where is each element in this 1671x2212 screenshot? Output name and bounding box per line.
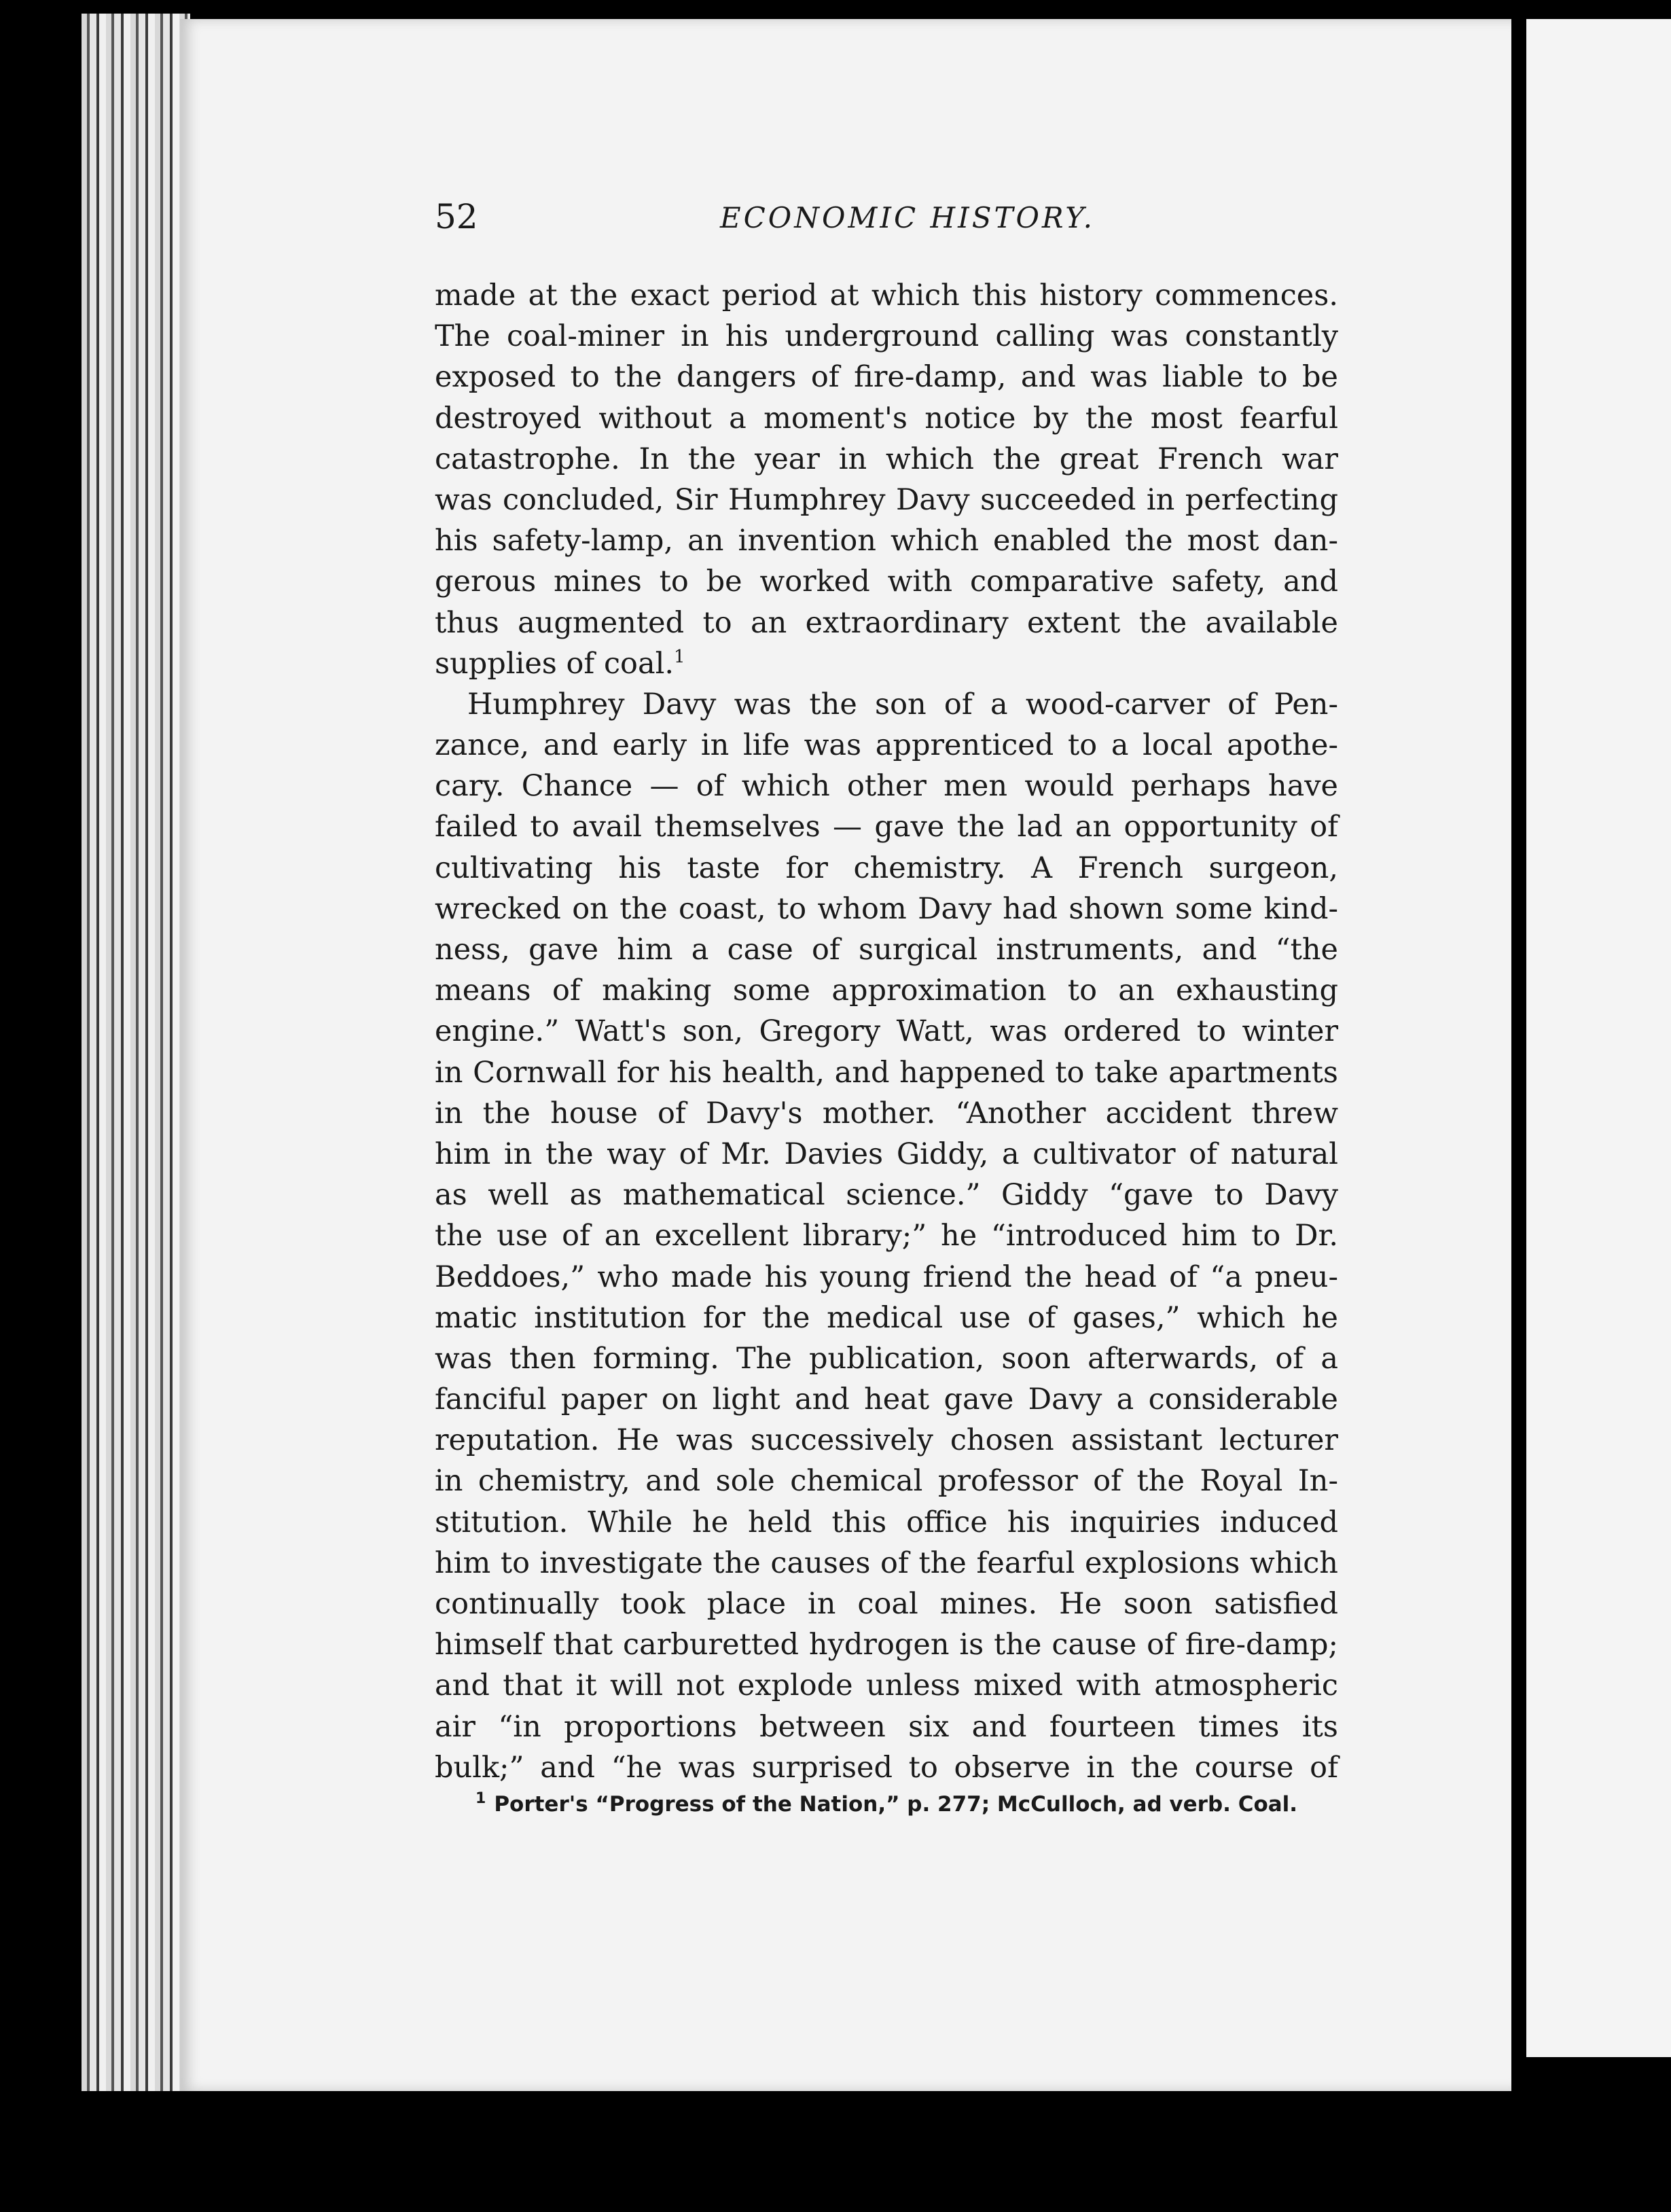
text-line: destroyed without a moment's notice by the most fearful (435, 401, 1338, 435)
footnote-reference: 1 (674, 646, 685, 667)
footnote-text: Porter's “Progress of the Nation,” p. 277; McCulloch, ad verb. Coal. (494, 1792, 1298, 1817)
text-line: him to investigate the causes of the fearful explosions which (435, 1546, 1338, 1580)
text-line: bulk;” and “he was surprised to observe in the course of (435, 1750, 1338, 1785)
text-line-last (435, 643, 1338, 684)
text-line: as well as mathematical science.” Giddy “gave to Davy (435, 1178, 1338, 1213)
page-number: 52 (435, 197, 478, 236)
running-head (435, 197, 1345, 245)
text-line: failed to avail themselves — gave the lad an opportunity of (435, 810, 1338, 844)
running-title: ECONOMIC HISTORY. (720, 201, 1095, 234)
text-line: was then forming. The publication, soon afterwards, of a (435, 1341, 1338, 1376)
text-line: means of making some approximation to an exhausting (435, 974, 1338, 1008)
text-line: air “in proportions between six and fourteen times its (435, 1709, 1338, 1744)
text-line: continually took place in coal mines. He soon satisfied (435, 1587, 1338, 1621)
scan-border-bottom (0, 2091, 1526, 2212)
text-line: The coal-miner in his underground calling was constantly (435, 319, 1338, 354)
text-line: catastrophe. In the year in which the great French war (435, 442, 1338, 476)
text-line: Humphrey Davy was the son of a wood-carver of Pen- (467, 687, 1338, 721)
text-line: fanciful paper on light and heat gave Davy a considerable (435, 1382, 1338, 1417)
text-line: him in the way of Mr. Davies Giddy, a cultivator of natural (435, 1137, 1338, 1171)
text-line: engine.” Watt's son, Gregory Watt, was ordered to winter (435, 1014, 1338, 1049)
text-line: thus augmented to an extraordinary extent the available (435, 605, 1338, 640)
book-page-edges (82, 14, 190, 2133)
text-line: himself that carburetted hydrogen is the cause of fire-damp; (435, 1628, 1338, 1662)
text-line: wrecked on the coast, to whom Davy had shown some kind- (435, 891, 1338, 926)
text-line: stitution. While he held this office his inquiries induced (435, 1505, 1338, 1539)
body-text (435, 275, 1338, 1788)
text-line: was concluded, Sir Humphrey Davy succeeded in perfecting (435, 482, 1338, 517)
text-line: reputation. He was successively chosen assistant lecturer (435, 1423, 1338, 1458)
footnote (475, 1790, 1352, 1817)
footnote-mark: 1 (475, 1790, 486, 1807)
text-line-content: supplies of coal. (435, 646, 674, 681)
scan-border-top (0, 0, 1671, 19)
text-line: in chemistry, and sole chemical professor of the Royal In- (435, 1464, 1338, 1499)
text-line: zance, and early in life was apprenticed to a local apothe- (435, 728, 1338, 763)
text-line: made at the exact period at which this history commences. (435, 279, 1338, 313)
next-page-edge (1526, 19, 1671, 2057)
text-line: exposed to the dangers of fire-damp, and was liable to be (435, 360, 1338, 395)
text-line: ness, gave him a case of surgical instruments, and “the (435, 933, 1338, 967)
text-line: in the house of Davy's mother. “Another accident threw (435, 1096, 1338, 1130)
book-gutter (1511, 0, 1526, 2212)
text-line: gerous mines to be worked with comparative safety, and (435, 565, 1338, 599)
text-line: the use of an excellent library;” he “introduced him to Dr. (435, 1219, 1338, 1253)
text-line: his safety-lamp, an invention which enabled the most dan- (435, 524, 1338, 558)
text-line: in Cornwall for his health, and happened to take apartments (435, 1055, 1338, 1090)
text-line: Beddoes,” who made his young friend the head of “a pneu- (435, 1260, 1338, 1294)
text-line: cultivating his taste for chemistry. A French surgeon, (435, 851, 1338, 885)
text-line: and that it will not explode unless mixed with atmospheric (435, 1669, 1338, 1703)
text-line: cary. Chance — of which other men would perhaps have (435, 769, 1338, 804)
text-line: matic institution for the medical use of gases,” which he (435, 1300, 1338, 1335)
